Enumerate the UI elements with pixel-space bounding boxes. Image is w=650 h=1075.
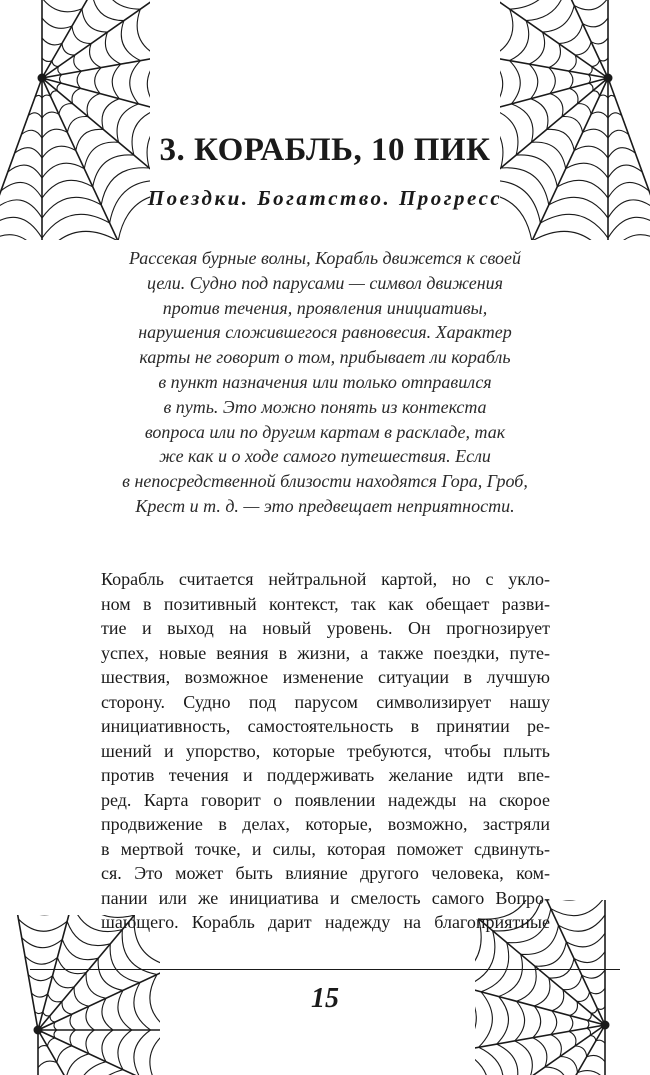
body-paragraph: [101, 567, 550, 935]
body-line: тие и выход на новый уровень. Он прогнозирует: [101, 618, 550, 638]
page-number: 15: [311, 983, 339, 1014]
body-line: продвижение в делах, которые, возможно, застряли: [101, 814, 550, 834]
body-line: пании или же инициатива и смелость самого Вопро-: [101, 887, 550, 908]
body-line: в мертвой точке, и силы, которая поможет сдвинуть-: [101, 838, 550, 859]
intro-line: в непосредственной близости находятся Гора, Гроб,: [122, 471, 528, 492]
body-line: шающего. Корабль дарит надежду на благоприятные: [101, 912, 550, 932]
intro-line: карты не говорит о том, прибывает ли корабль: [139, 347, 511, 368]
intro-line: в путь. Это можно понять из контекста: [163, 396, 487, 417]
intro-line: цели. Судно под парусами — символ движения: [146, 272, 504, 293]
body-line: сторону. Судно под парусом символизирует нашу: [101, 691, 550, 712]
page-title: 3. КОРАБЛЬ, 10 ПИК: [159, 132, 491, 168]
body-line: шений и упорство, которые требуются, чтобы плыть: [101, 740, 550, 761]
body-line: ред. Карта говорит о появлении надежды на скорое: [101, 789, 550, 810]
body-line: Корабль считается нейтральной картой, но с укло-: [101, 569, 550, 589]
intro-paragraph: [60, 246, 590, 519]
intro-line: же как и о ходе самого путешествия. Если: [159, 446, 491, 467]
intro-line: в пункт назначения или только отправился: [158, 371, 492, 392]
intro-line: Рассекая бурные волны, Корабль движется к своей: [128, 248, 522, 268]
body-line: успех, новые веяния в жизни, а также поездки, путе-: [101, 642, 550, 663]
intro-line: нарушения сложившегося равновесия. Характер: [138, 322, 512, 343]
body-line: шествия, возможное изменение ситуации в лучшую: [101, 667, 550, 687]
body-line: ном в позитивный контекст, так как обещает разви-: [101, 593, 550, 614]
intro-line: Крест и т. д. — это предвещает неприятности.: [135, 495, 515, 516]
intro-line: вопроса или по другим картам в раскладе, так: [144, 421, 506, 442]
intro-line: против течения, проявления инициативы,: [162, 297, 488, 318]
page-subtitle: Поездки. Богатство. Прогресс: [147, 186, 503, 210]
footer-divider: [30, 969, 620, 970]
body-line: ся. Это может быть влияние другого человека, ком-: [101, 863, 550, 883]
body-line: инициативность, самостоятельность в принятии ре-: [101, 716, 550, 736]
body-line: против течения и поддерживать желание идти впе-: [101, 765, 550, 785]
